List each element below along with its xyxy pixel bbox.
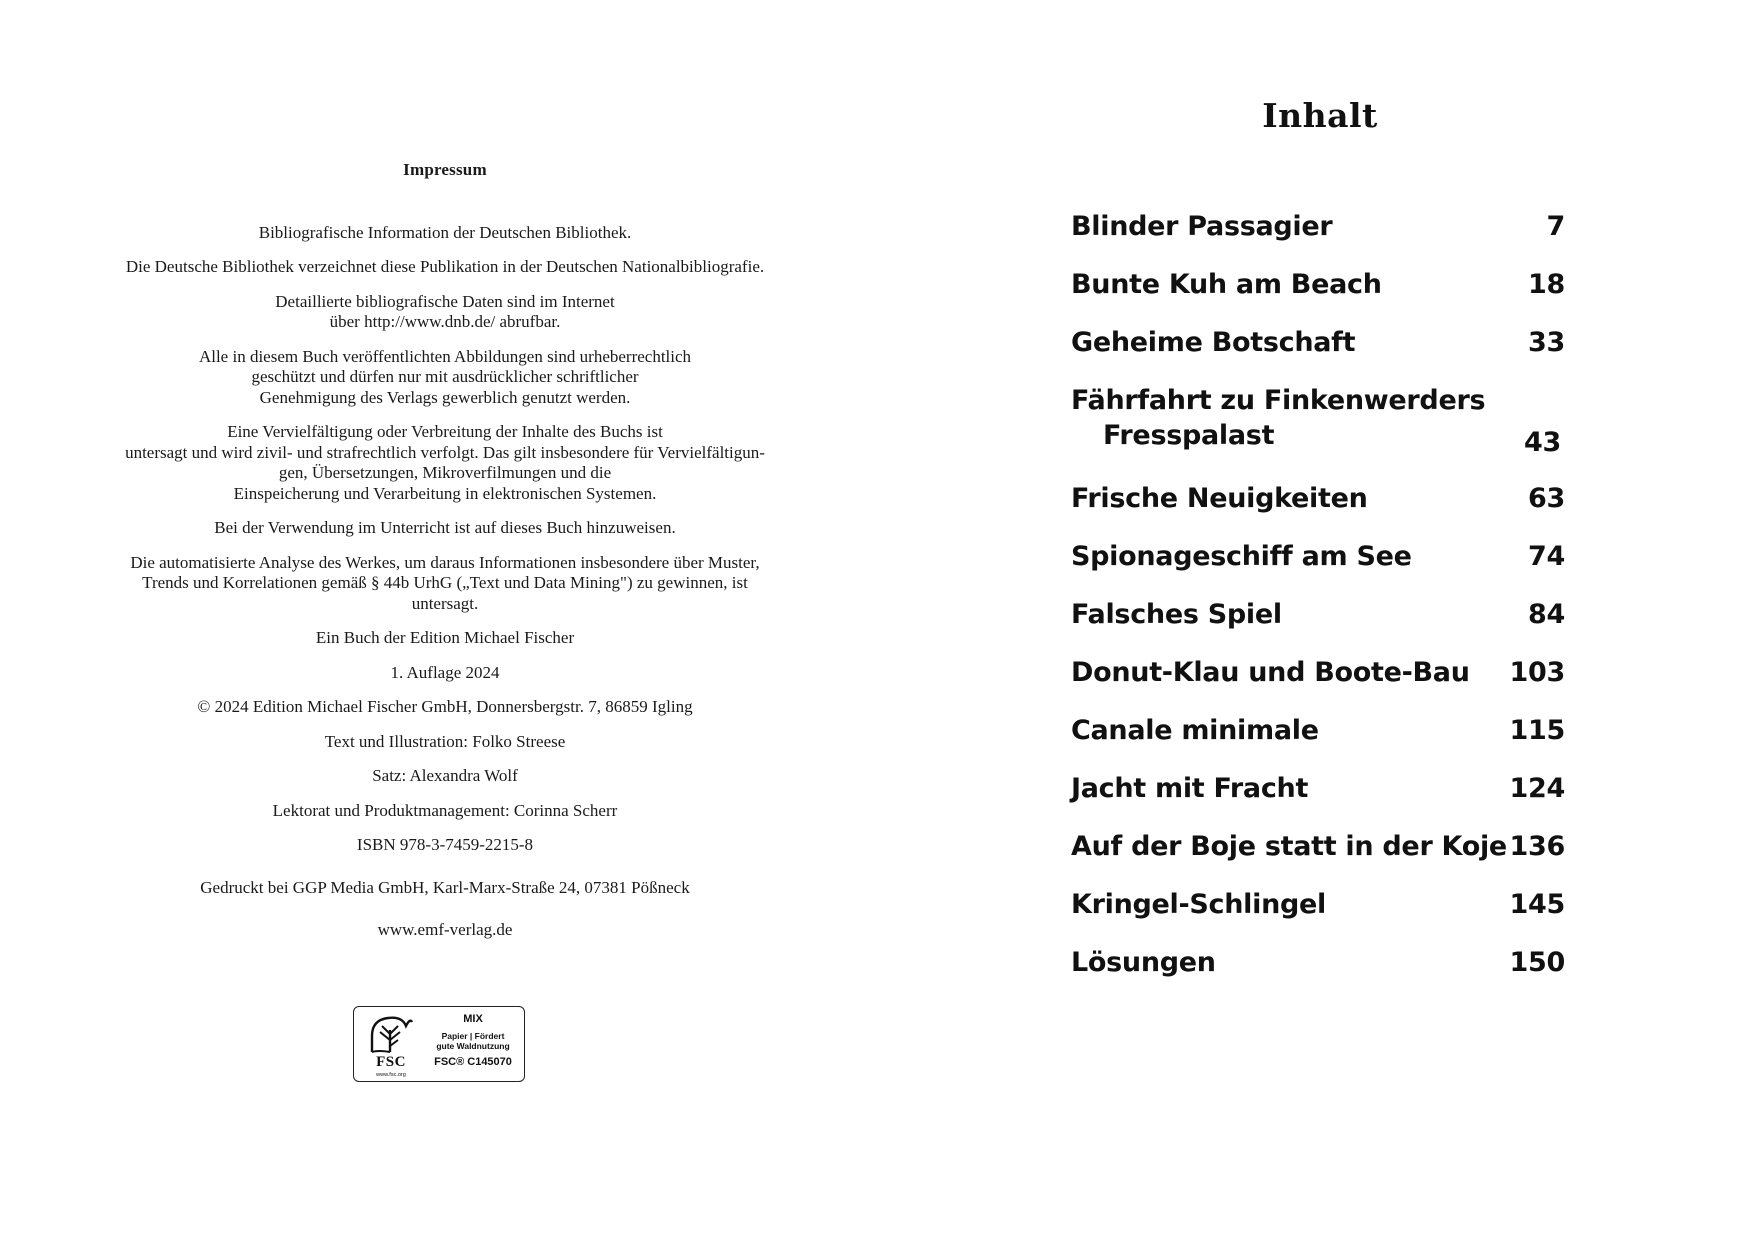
imprint-line: Trends und Korrelationen gemäß § 44b UrhG („Text und Data Mining") zu gewinnen, ist [142,573,748,592]
imprint-paragraph [100,663,790,684]
imprint-line: Lektorat und Produktmanagement: Corinna Scherr [272,800,618,820]
toc-entry-label-line: Donut-Klau und Boote-Bau [1071,657,1470,688]
imprint-paragraph [100,518,790,539]
imprint-line: gen, Übersetzungen, Mikroverfilmungen und die [278,463,612,482]
fsc-claim-line1: Papier | Fördert [441,1031,505,1041]
toc-entry-page: 7 [1546,211,1565,242]
toc-entry-label [1071,599,1282,630]
fsc-tree-mark [360,1012,422,1078]
toc-entry-label [1071,657,1470,688]
toc-entry [1071,593,1565,651]
toc-entry-label [1071,327,1355,358]
toc-entry-label-line: Geheime Botschaft [1071,327,1356,358]
toc-entry-label [1071,483,1368,514]
toc-entry [1071,477,1565,535]
toc-entry [1071,379,1565,477]
imprint-line: Bibliografische Information der Deutschen Bibliothek. [258,222,632,242]
imprint-line: Text und Illustration: Folko Streese [324,731,566,751]
imprint-paragraph [100,347,790,409]
imprint-line: www.emf-verlag.de [377,920,513,939]
imprint-paragraph [100,628,790,649]
toc-entry-label-line: Frische Neuigkeiten [1071,483,1368,514]
toc-entry [1071,941,1565,999]
imprint-line: Satz: Alexandra Wolf [372,766,518,785]
imprint-line: ISBN 978-3-7459-2215-8 [356,835,534,854]
imprint-line: Detaillierte bibliografische Daten sind im Internet [275,291,615,311]
imprint-line: untersagt und wird zivil- und strafrechtlich verfolgt. Das gilt insbesondere für Vervielfältigun- [125,442,765,462]
toc-entry-label-line2: Fresspalast [1103,420,1275,451]
toc-entry-page: 115 [1509,715,1565,746]
fsc-brand: FSC [376,1054,406,1070]
toc-entry [1071,883,1565,941]
imprint-paragraph [100,422,790,504]
toc-entry [1071,709,1565,767]
imprint-line: Eine Vervielfältigung oder Verbreitung der Inhalte des Buchs ist [227,422,663,441]
imprint-paragraph [100,732,790,753]
toc-entry-page: 63 [1528,483,1565,514]
toc-entry-label [1071,541,1412,572]
fsc-tree-icon [368,1012,414,1054]
imprint-line: Ein Buch der Edition Michael Fischer [315,628,575,647]
fsc-logo [353,1006,525,1082]
imprint-line: über http://www.dnb.de/ abrufbar. [329,312,561,331]
toc-entry-label-line: Auf der Boje statt in der Koje [1071,831,1507,862]
imprint-paragraph [100,292,790,333]
toc-entry [1071,651,1565,709]
imprint-paragraph [100,801,790,822]
imprint-line: Einspeicherung und Verarbeitung in elektronischen Systemen. [233,483,657,503]
toc-entry-page: 124 [1509,773,1565,804]
imprint-body [100,223,790,941]
fsc-claim [424,1031,522,1051]
toc-entry [1071,321,1565,379]
toc-entry-label-line: Jacht mit Fracht [1071,773,1309,804]
fsc-claim-line2: gute Waldnutzung [436,1041,510,1051]
toc-entry-page: 145 [1509,889,1565,920]
toc-entry-page: 33 [1528,327,1565,358]
imprint-paragraph [100,766,790,787]
imprint-paragraph [100,697,790,718]
toc-entry-label-line: Falsches Spiel [1071,599,1282,630]
toc-entry-label [1071,715,1319,746]
toc-entry [1071,263,1565,321]
toc-entry-label [1071,947,1216,978]
toc-title: Inhalt [1262,96,1378,135]
toc-entry-label-line: Lösungen [1071,947,1216,978]
imprint-line: untersagt. [411,593,479,613]
imprint-line: Genehmigung des Verlags gewerblich genutzt werden. [259,387,631,407]
fsc-mix: MIX [463,1013,483,1025]
imprint-paragraph [100,878,790,899]
imprint-paragraph [100,835,790,856]
toc-entry [1071,535,1565,593]
imprint-line: Alle in diesem Buch veröffentlichten Abbildungen sind urheberrechtlich [198,346,692,366]
toc-entry-page: 103 [1509,657,1565,688]
imprint-paragraph [100,920,790,941]
toc-entry-label [1071,831,1507,862]
fsc-url: www.fsc.org [376,1072,406,1078]
imprint-line: 1. Auflage 2024 [390,662,500,682]
toc-entry [1071,205,1565,263]
imprint-paragraph [100,257,790,278]
toc-entry-label [1071,269,1382,300]
fsc-code: FSC® C145070 [434,1056,512,1068]
table-of-contents [1071,205,1565,999]
imprint-paragraph [100,223,790,244]
toc-entry-label [1071,211,1332,242]
toc-entry-page: 43 [1524,427,1561,458]
toc-entry-page: 150 [1509,947,1565,978]
toc-entry-page: 84 [1528,599,1565,630]
imprint-line: Die automatisierte Analyse des Werkes, um daraus Informationen insbesondere über Muster, [130,552,760,572]
toc-entry-page: 136 [1509,831,1565,862]
toc-entry [1071,767,1565,825]
toc-entry-label-line: Kringel-Schlingel [1071,889,1327,920]
toc-entry [1071,825,1565,883]
toc-entry-label [1071,889,1326,920]
imprint-line: geschützt und dürfen nur mit ausdrücklicher schriftlicher [251,367,639,386]
imprint-line: Gedruckt bei GGP Media GmbH, Karl-Marx-Straße 24, 07381 Pößneck [200,877,690,897]
toc-entry-page: 74 [1528,541,1565,572]
toc-entry-label-line: Blinder Passagier [1071,211,1333,242]
toc-entry-label [1071,385,1485,451]
fsc-text-block [424,1013,522,1068]
toc-entry-label-line: Canale minimale [1071,715,1319,746]
imprint-line: © 2024 Edition Michael Fischer GmbH, Donnersbergstr. 7, 86859 Igling [197,697,693,716]
imprint-heading: Impressum [403,160,487,179]
toc-entry-page: 18 [1528,269,1565,300]
imprint-line: Die Deutsche Bibliothek verzeichnet diese Publikation in der Deutschen Nationalbibliografie. [125,257,765,276]
toc-entry-label-line: Fährfahrt zu Finkenwerders [1071,385,1486,416]
imprint-paragraph [100,553,790,615]
toc-entry-label [1071,773,1308,804]
toc-entry-label-line: Spionageschiff am See [1071,541,1412,572]
imprint-page [100,160,790,955]
imprint-line: Bei der Verwendung im Unterricht ist auf dieses Buch hinzuweisen. [214,518,676,537]
toc-entry-label-line: Bunte Kuh am Beach [1071,269,1382,300]
